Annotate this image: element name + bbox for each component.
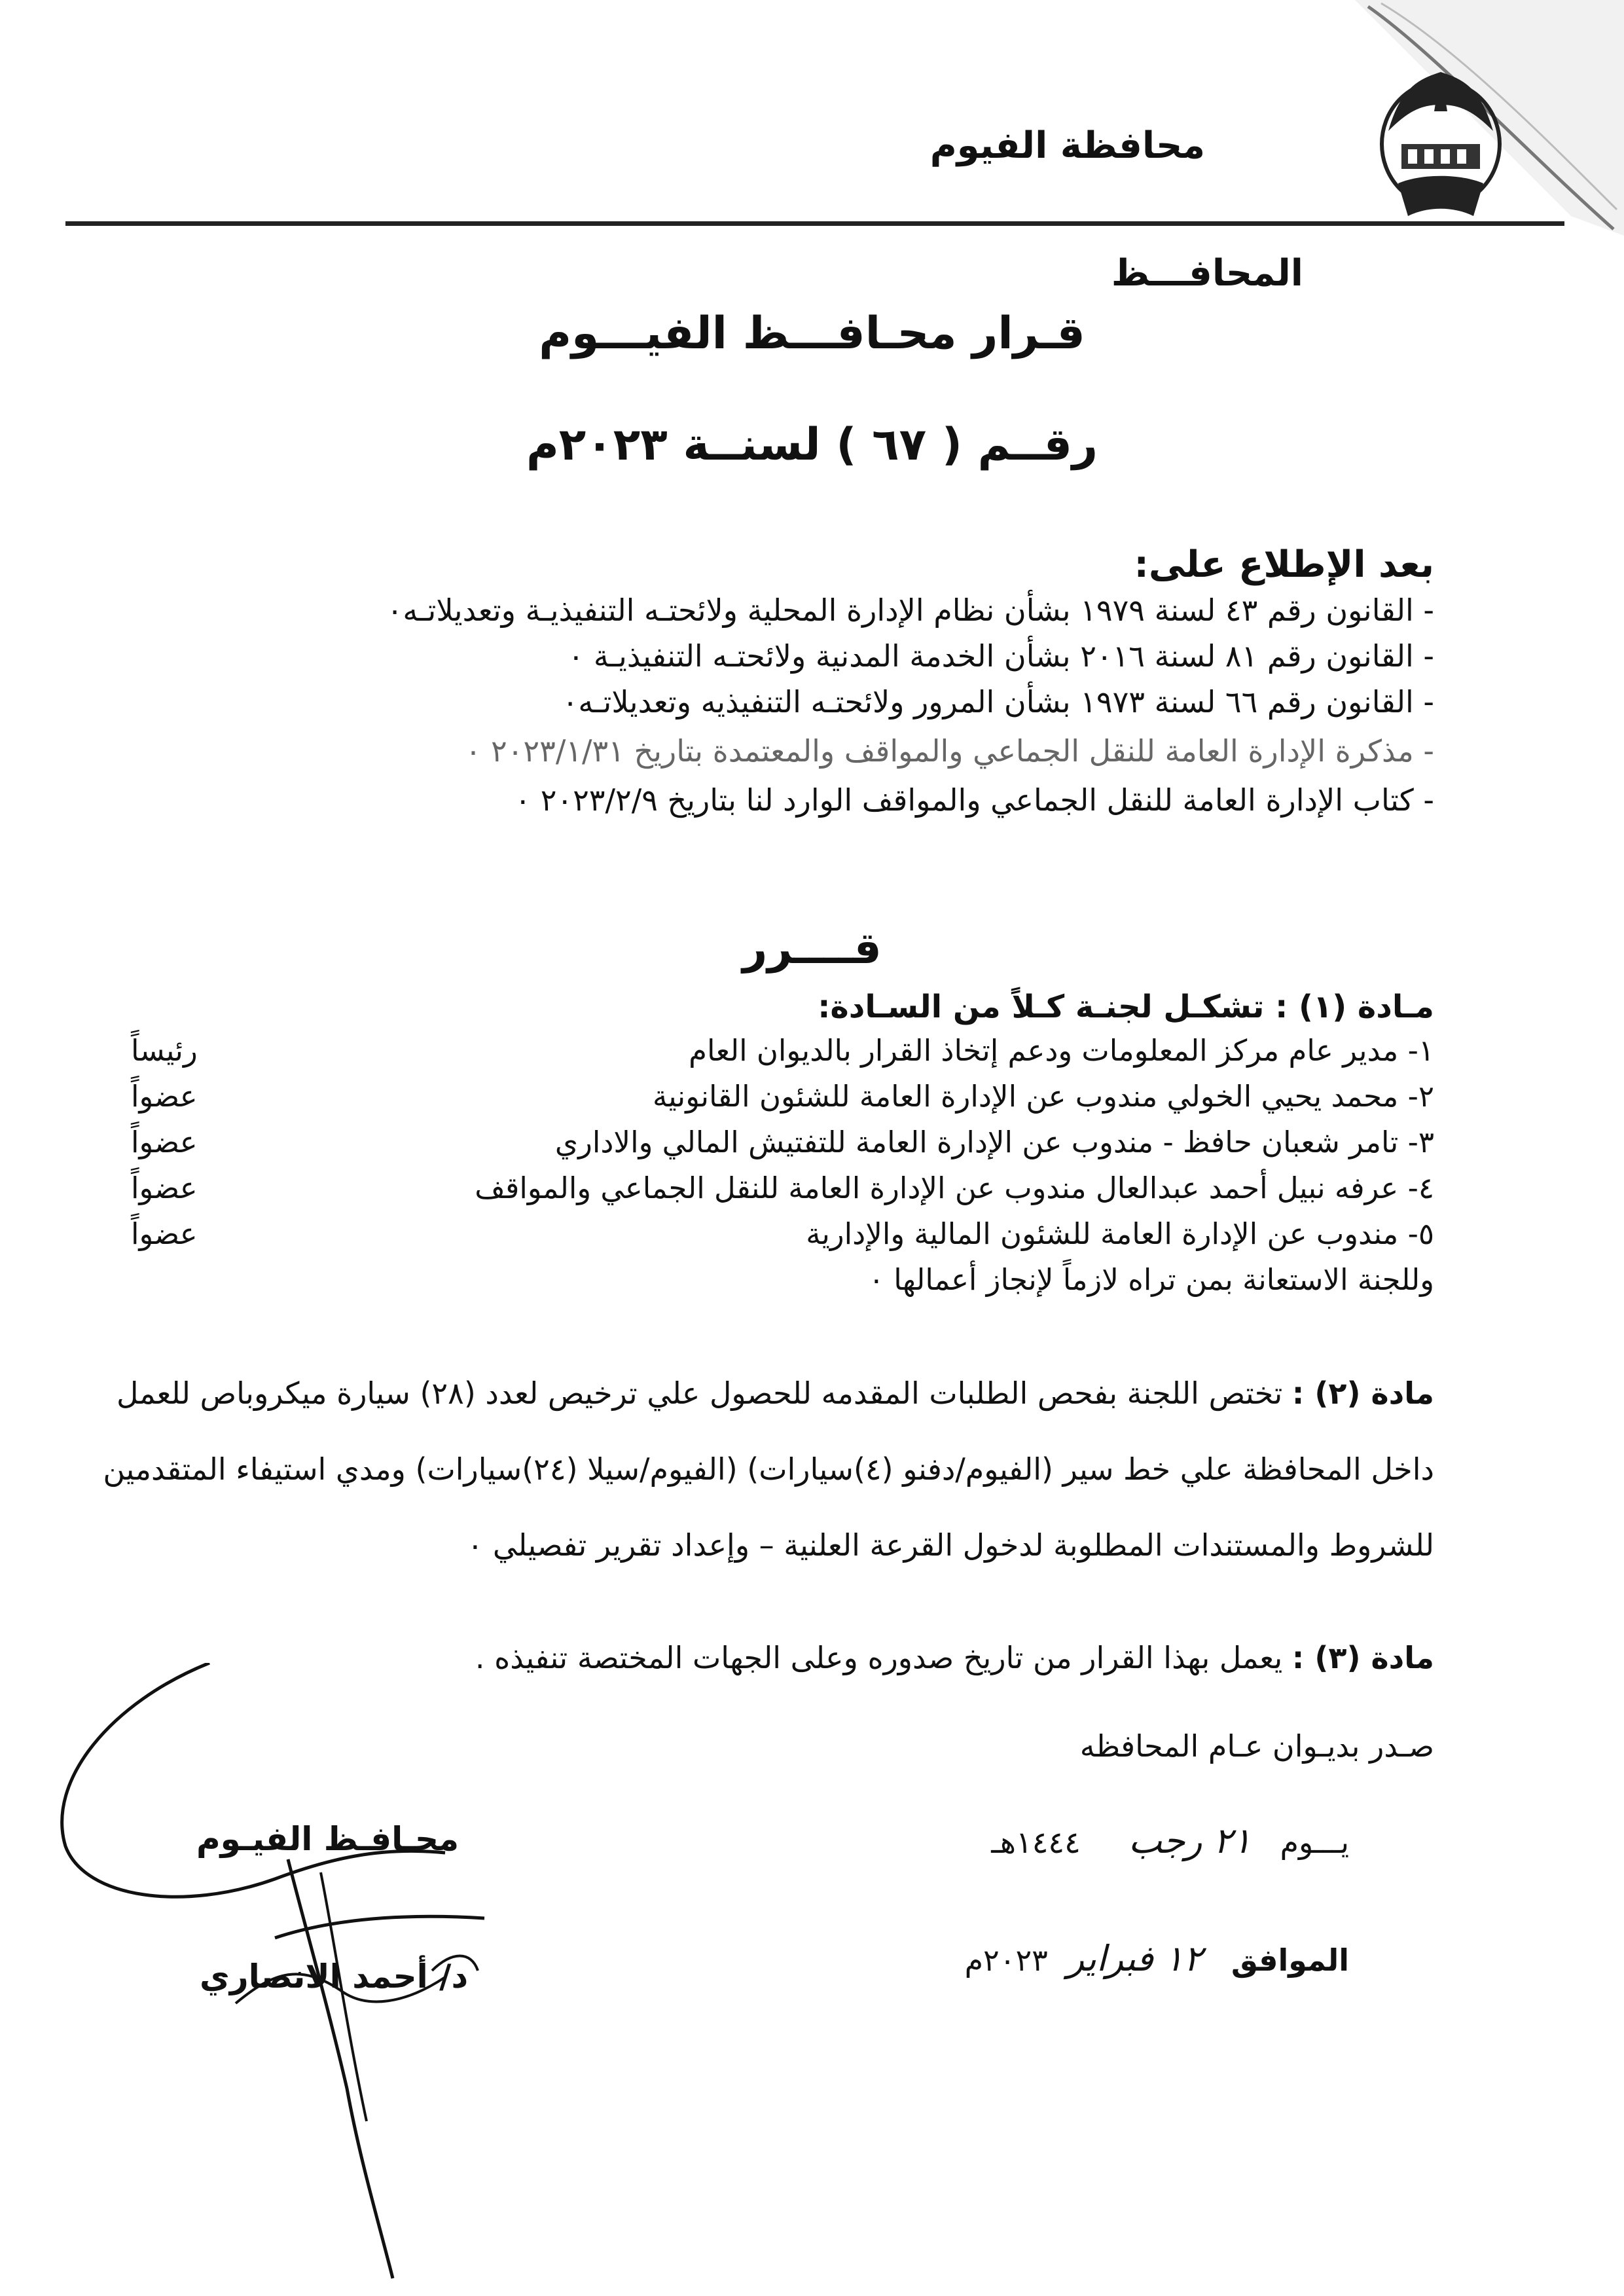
fayoum-emblem-icon [1362, 59, 1519, 223]
decree-title: قـرار محـافـــظ الفيـــوم [539, 308, 1085, 359]
governorate-name: محافظة الفيوم [929, 124, 1205, 167]
gregorian-year: ٢٠٢٣م [964, 1942, 1048, 1978]
article-1-closing: وللجنة الاستعانة بمن تراه لازماً لإنجاز أعمالها ٠ [868, 1262, 1434, 1297]
recital-item: - القانون رقم ٨١ لسنة ٢٠١٦ بشأن الخدمة المدنية ولائحتـه التنفيذيـة ٠ [568, 638, 1434, 674]
header-divider [65, 221, 1564, 226]
recitals-heading: بعد الإطلاع على: [1134, 543, 1434, 586]
member-role: عضواً [131, 1216, 198, 1251]
hijri-date [991, 1820, 1349, 1861]
committee-member: ٣- تامر شعبان حافظ - مندوب عن الإدارة العامة للتفتيش المالي والاداري [554, 1125, 1434, 1159]
gregorian-date-handwritten: ١٢ فبراير [1067, 1938, 1203, 1979]
day-label: يـــوم [1280, 1825, 1349, 1860]
committee-member: ٢- محمد يحيي الخولي مندوب عن الإدارة العامة للشئون القانونية [652, 1079, 1434, 1114]
office-label: المحافـــظ [1111, 252, 1303, 295]
member-role: عضواً [131, 1171, 198, 1205]
article-3-text: يعمل بهذا القرار من تاريخ صدوره وعلى الجهات المختصة تنفيذه . [475, 1640, 1283, 1675]
member-role: عضواً [131, 1079, 198, 1114]
recital-item: - مذكرة الإدارة العامة للنقل الجماعي والمواقف والمعتمدة بتاريخ ٢٠٢٣/١/٣١ ٠ [465, 733, 1434, 769]
agree-label: الموافق [1231, 1942, 1349, 1978]
committee-member: ١- مدير عام مركز المعلومات ودعم إتخاذ القرار بالديوان العام [689, 1033, 1434, 1068]
member-role: رئيساً [131, 1033, 198, 1068]
hijri-date-handwritten: ٢١ رجب [1128, 1820, 1252, 1861]
recital-item: - القانون رقم ٤٣ لسنة ١٩٧٩ بشأن نظام الإدارة المحلية ولائحتـه التنفيذيـة وتعديلاتـه٠ [386, 592, 1434, 628]
recital-item: - القانون رقم ٦٦ لسنة ١٩٧٣ بشأن المرور ولائحتـه التنفيذيه وتعديلاتـه٠ [562, 684, 1434, 720]
decree-number: رقــم ( ٦٧ ) لسنــة ٢٠٢٣م [526, 419, 1098, 471]
issued-at: صـدر بديـوان عـام المحافظه [1079, 1728, 1434, 1764]
hijri-year: ١٤٤٤هـ [991, 1825, 1081, 1860]
gregorian-date [965, 1938, 1349, 1979]
article-3 [475, 1640, 1434, 1675]
article-2-text: تختص اللجنة بفحص الطلبات المقدمه للحصول علي ترخيص لعدد (٢٨) سيارة ميكروباص للعمل داخل المحافظة علي خط سير (الفيوم/دفنو (٤)سيارات) (الفيوم/سيلا (٢٤)سيارات) ومدي استيفاء المتقدمين للشروط والمستندات المطلوبة لدخول القرعة العلنية – وإعداد تقرير تفصيلي ٠ [103, 1376, 1434, 1563]
committee-member: ٤- عرفه نبيل أحمد عبدالعال مندوب عن الإدارة العامة للنقل الجماعي والمواقف [475, 1171, 1434, 1205]
decided-heading: قــــرر [742, 923, 882, 974]
article-1-heading: مـادة (١) : تشكـل لجنـة كـلاً من السـادة: [818, 989, 1434, 1025]
signer-name: د/ أحمد الانصاري [200, 1958, 469, 1995]
article-2 [86, 1355, 1434, 1583]
article-2-label: مادة (٢) : [1291, 1376, 1434, 1411]
recital-item: - كتاب الإدارة العامة للنقل الجماعي والمواقف الوارد لنا بتاريخ ٢٠٢٣/٢/٩ ٠ [514, 782, 1434, 818]
article-3-label: مادة (٣) : [1291, 1640, 1434, 1675]
committee-member: ٥- مندوب عن الإدارة العامة للشئون المالية والإدارية [806, 1216, 1434, 1251]
signer-title: محـافـظ الفيـوم [196, 1820, 460, 1858]
member-role: عضواً [131, 1125, 198, 1159]
